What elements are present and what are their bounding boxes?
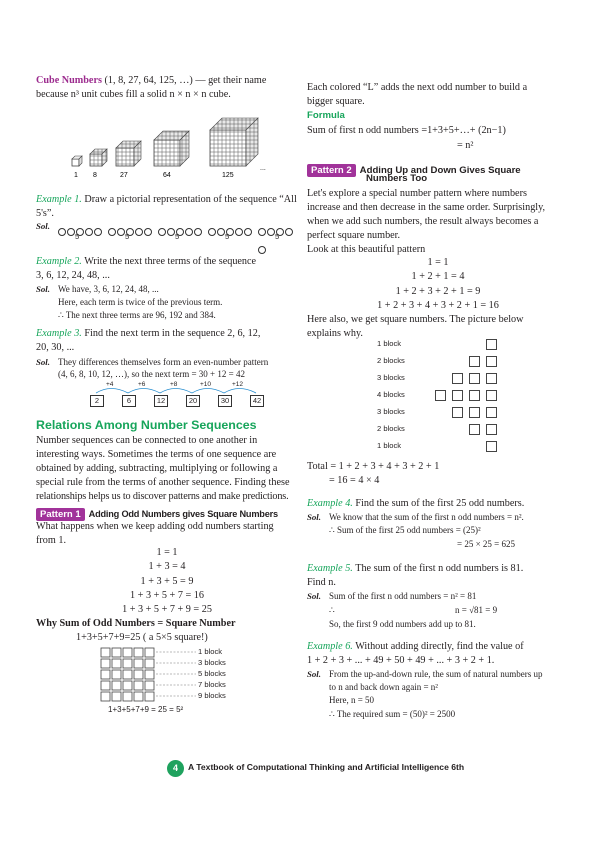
example3-sol2: (4, 6, 8, 10, 12, …), so the next term = 30 + 12 = 42: [58, 369, 245, 379]
cube-64: [154, 131, 189, 166]
diff-label: +12: [232, 381, 244, 388]
odd-eq: 1 + 3 + 5 + 7 = 16: [130, 590, 204, 601]
updown-eq: 1 + 2 + 1 = 4: [411, 271, 465, 282]
group-label: 5: [125, 232, 130, 241]
cube-8: [90, 149, 107, 166]
odd-block-label: 7 blocks: [198, 680, 226, 689]
example5-text2: Find n.: [307, 577, 336, 588]
example5-label: Example 5.: [307, 563, 353, 574]
example2-sol3: ∴ The next three terms are 96, 192 and 384.: [58, 310, 216, 320]
example3-sol1: They differences themselves form an even-number pattern: [58, 357, 269, 367]
updown-block: [486, 356, 497, 367]
pattern2-look: Look at this beautiful pattern: [307, 244, 426, 255]
term-box: 42: [250, 395, 264, 407]
odd-blocks-grid: [98, 645, 203, 705]
relations-para-line: Number sequences can be connected to one another in: [36, 435, 258, 446]
relations-heading: Relations Among Number Sequences: [36, 418, 257, 432]
cube-label: 27: [120, 172, 128, 179]
cube-label: 8: [93, 172, 97, 179]
example4-label: Example 4.: [307, 498, 353, 509]
here-line2: explains why.: [307, 328, 363, 339]
updown-block: [435, 390, 446, 401]
diff-label: +10: [200, 381, 212, 388]
odd-eq: 1 + 3 = 4: [148, 561, 186, 572]
updown-block: [486, 373, 497, 384]
updown-block: [452, 407, 463, 418]
formula-result: = n²: [457, 140, 474, 151]
page-number-badge: 4: [167, 760, 184, 777]
updown-block-label: 3 blocks: [377, 407, 405, 416]
cube-label: 125: [222, 172, 234, 179]
updown-eq: 1 + 2 + 3 + 2 + 1 = 9: [395, 286, 481, 297]
odd-block-label: 1 block: [198, 647, 223, 656]
cube-1: [72, 156, 82, 166]
group-label: 5: [75, 232, 80, 241]
rings-group: [208, 223, 253, 241]
updown-block: [469, 373, 480, 384]
total-line2: = 16 = 4 × 4: [329, 475, 380, 486]
pattern1-badge: Pattern 1: [36, 508, 85, 521]
example3-text: Example 3. Find the next term in the sequence 2, 6, 12,: [36, 328, 261, 339]
term-box: 20: [186, 395, 200, 407]
odd-blocks-caption: 1+3+5+7+9 = 25 = 5²: [108, 705, 184, 714]
example4-sol1: We know that the sum of the first n odd numbers = n².: [329, 512, 524, 522]
example6-text: Example 6. Without adding directly, find the value of: [307, 641, 524, 652]
relations-para-line: special rule from the terms of another sequence. Finding these: [36, 477, 290, 488]
odd-block-label: 5 blocks: [198, 669, 226, 678]
why-heading: Why Sum of Odd Numbers = Square Number: [36, 618, 236, 629]
rings-group: [58, 223, 103, 241]
pattern1-question2: from 1.: [36, 535, 66, 546]
total-line1: Total = 1 + 2 + 3 + 4 + 3 + 2 + 1: [307, 461, 440, 472]
example1-solution: [36, 221, 298, 245]
example1-label: Example 1.: [36, 194, 82, 205]
odd-block-label: 9 blocks: [198, 691, 226, 700]
pattern2-badge: Pattern 2: [307, 164, 356, 177]
updown-eq: 1 = 1: [427, 257, 449, 268]
updown-block-label: 1 block: [377, 441, 402, 450]
updown-blocks-diagram: [377, 338, 547, 454]
cube-27: [116, 141, 141, 166]
sol-label: Sol.: [307, 669, 321, 679]
odd-block-label: 3 blocks: [198, 658, 226, 667]
cube-illustration: [62, 108, 282, 180]
cube-125: [210, 118, 258, 166]
cube-intro-line2: because n³ unit cubes fill a solid n × n × n cube.: [36, 89, 231, 100]
updown-block-label: 1 block: [377, 339, 402, 348]
odd-eq: 1 = 1: [156, 547, 178, 558]
l-intro-line2: bigger square.: [307, 96, 365, 107]
here-line1: Here also, we get square numbers. The picture below: [307, 314, 524, 325]
diff-label: +8: [170, 381, 178, 388]
example6-sol4: ∴ The required sum = (50)² = 2500: [329, 709, 456, 719]
term-box: 2: [90, 395, 104, 407]
sol-label: Sol.: [36, 221, 50, 231]
example3-label: Example 3.: [36, 328, 82, 339]
example5-sol2b: n = √81 = 9: [455, 605, 498, 615]
updown-block-label: 4 blocks: [377, 390, 405, 399]
example3-text2: 20, 30, ...: [36, 342, 75, 353]
l-intro-line1: Each colored “L” adds the next odd number to build a: [307, 82, 528, 93]
updown-block-label: 2 blocks: [377, 356, 405, 365]
footer-book-title: A Textbook of Computational Thinking and Artificial Intelligence 6th: [188, 762, 465, 772]
example6-sol3: Here, n = 50: [329, 695, 375, 705]
updown-block: [486, 424, 497, 435]
differences-diagram: [86, 380, 286, 408]
updown-block: [486, 339, 497, 350]
cube-intro-line1: Cube Numbers (1, 8, 27, 64, 125, …) — get their name: [36, 75, 267, 86]
relations-para-line: obtained by adding, subtracting, multiplying or following a: [36, 463, 278, 474]
example4-text: Example 4. Find the sum of the first 25 odd numbers.: [307, 498, 525, 509]
updown-block-label: 2 blocks: [377, 424, 405, 433]
odd-eq: 1 + 3 + 5 = 9: [140, 576, 194, 587]
sol-label: Sol.: [307, 512, 321, 522]
example5-sol2a: ∴: [329, 605, 335, 615]
diff-label: +6: [138, 381, 146, 388]
sol-label: Sol.: [36, 357, 50, 367]
pattern2-para-line: perfect square number.: [307, 230, 401, 241]
pattern2-para-line: Let's explore a special number pattern where numbers: [307, 188, 527, 199]
difference-arcs: [86, 380, 286, 394]
updown-block: [486, 407, 497, 418]
rings-group: [108, 223, 153, 241]
pattern2-title2: Numbers Too: [366, 173, 428, 184]
updown-block: [469, 356, 480, 367]
updown-block: [486, 441, 497, 452]
sol-label: Sol.: [307, 591, 321, 601]
group-label: 5: [275, 232, 280, 241]
example2-text2: 3, 6, 12, 24, 48, ...: [36, 270, 110, 281]
pattern2-para-line: increase and then decrease in the same order. Surprisingly,: [307, 202, 546, 213]
term-box: 6: [122, 395, 136, 407]
pattern2-heading: [307, 160, 569, 178]
relations-para-line: relationships helps us to discover patterns and make predictions.: [36, 491, 289, 502]
cube-label: 1: [74, 172, 78, 179]
updown-block: [452, 390, 463, 401]
example5-sol1: Sum of the first n odd numbers = n² = 81: [329, 591, 477, 601]
relations-para-line: interesting ways. Sometimes the terms of one sequence are: [36, 449, 277, 460]
term-box: 12: [154, 395, 168, 407]
example6-text2: 1 + 2 + 3 + ... + 49 + 50 + 49 + ... + 3 + 2 + 1.: [307, 655, 495, 666]
updown-block: [469, 407, 480, 418]
pattern2-para-line: when we add such numbers, the result always becomes a: [307, 216, 539, 227]
cube-numbers-title: Cube Numbers: [36, 75, 102, 86]
formula-text: Sum of first n odd numbers =1+3+5+…+ (2n−1): [307, 125, 506, 136]
diff-label: +4: [106, 381, 114, 388]
updown-block: [486, 390, 497, 401]
updown-block-label: 3 blocks: [377, 373, 405, 382]
example4-sol2: ∴ Sum of the first 25 odd numbers = (25)²: [329, 525, 481, 535]
example2-text: Example 2. Write the next three terms of the sequence: [36, 256, 257, 267]
why-equation: 1+3+5+7+9=25 ( a 5×5 square!): [76, 632, 208, 643]
term-box: 30: [218, 395, 232, 407]
sol-label: Sol.: [36, 284, 50, 294]
example6-label: Example 6.: [307, 641, 353, 652]
cube-label: ...: [260, 165, 266, 172]
example5-sol3: So, the first 9 odd numbers add up to 81.: [329, 619, 476, 629]
example2-label: Example 2.: [36, 256, 82, 267]
pattern2-title: Adding Up and Down Gives Square: [359, 165, 521, 176]
example1-text: Example 1. Draw a pictorial representation of the sequence “All 5's”.: [36, 194, 297, 220]
updown-block: [469, 424, 480, 435]
group-label: 5: [225, 232, 230, 241]
example4-sol3: = 25 × 25 = 625: [457, 539, 515, 549]
updown-block: [452, 373, 463, 384]
example6-sol1: From the up-and-down rule, the sum of natural numbers up: [329, 669, 543, 679]
odd-eq: 1 + 3 + 5 + 7 + 9 = 25: [122, 604, 212, 615]
example6-sol2: to n and back down again = n²: [329, 682, 438, 692]
odd-blocks-diagram: [98, 645, 298, 725]
cube-label: 64: [163, 172, 171, 179]
example5-text: Example 5. The sum of the first n odd numbers is 81.: [307, 563, 524, 574]
group-label: 5: [175, 232, 180, 241]
updown-eq: 1 + 2 + 3 + 4 + 3 + 2 + 1 = 16: [377, 300, 499, 311]
example2-sol1: We have, 3, 6, 12, 24, 48, ...: [58, 284, 159, 294]
rings-group: [158, 223, 203, 241]
example2-sol2: Here, each term is twice of the previous term.: [58, 297, 223, 307]
formula-heading: Formula: [307, 110, 345, 121]
updown-block: [469, 390, 480, 401]
pattern1-title: Adding Odd Numbers gives Square Numbers: [88, 509, 278, 519]
pattern1-question: What happens when we keep adding odd numbers starting: [36, 521, 274, 532]
